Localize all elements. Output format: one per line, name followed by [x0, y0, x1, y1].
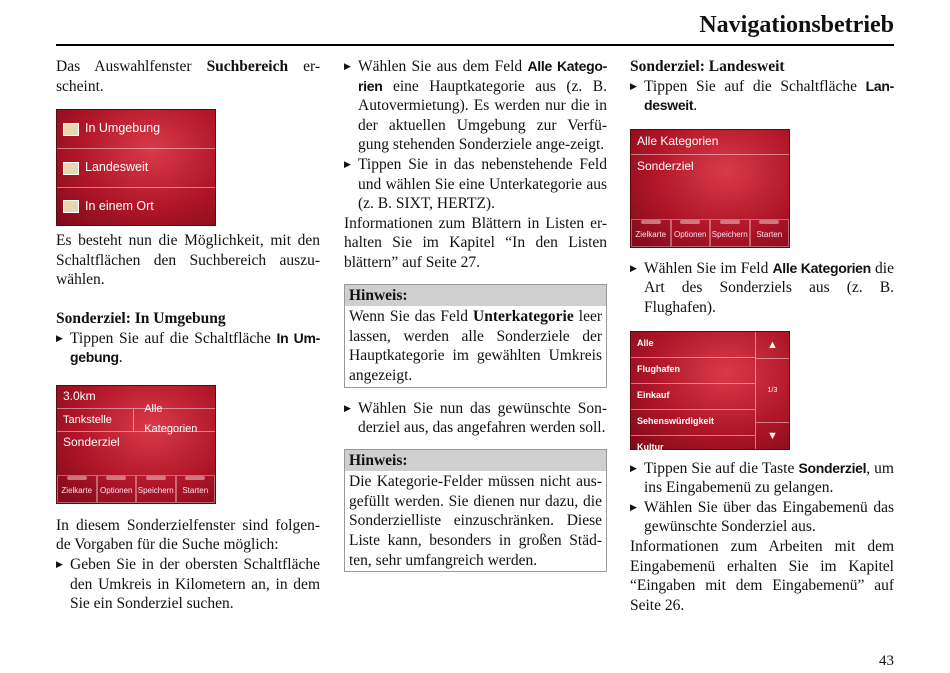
bullet-taste-sonderziel: ▶ Tippen Sie auf die Taste Sonderziel, um ins Eingabemenü zu gelangen. — [630, 459, 894, 498]
optionen-button: Optionen — [97, 475, 137, 503]
intro-paragraph: Das Auswahlfenster Suchbereich er-scheint. — [56, 58, 320, 95]
bullet-umkreis: ▶ Geben Sie in der obersten Schaltfläche den Umkreis in Kilometern an, in dem Sie ein Sonderziel suchen. — [56, 555, 320, 614]
globe-icon — [63, 123, 79, 136]
screen-option-landesweit: Landesweit — [57, 149, 215, 188]
screen-option-in-einem-ort: In einem Ort — [57, 188, 215, 225]
list-item: Kultur — [637, 442, 664, 453]
hinweis-box-2 — [344, 449, 607, 573]
column-1 — [56, 57, 320, 614]
speichern-button: Speichern — [710, 219, 750, 247]
hinweis-title: Hinweis: — [345, 450, 606, 472]
screen-alle-kategorien: Alle Kategorien — [631, 130, 789, 155]
paragraph-eingabemenue: Informationen zum Arbeiten mit dem Eingabemenü erhalten Sie im Kapitel “Eingaben mit dem Eingabemenü” auf Seite 26. — [630, 537, 894, 614]
hinweis-box-1 — [344, 284, 607, 388]
column-2 — [344, 57, 607, 583]
paragraph-moeglichkeit: Es besteht nun die Möglichkeit, mit den Schaltflächen den Suchbereich auszu-wählen. — [56, 232, 320, 289]
screen-category-row: Tankstelle Alle Kategorien — [57, 409, 215, 432]
screen-option-in-umgebung: In Umgebung — [57, 110, 215, 149]
screen-sonderziel: Sonderziel — [63, 434, 120, 449]
column-3 — [630, 57, 894, 615]
hinweis-body: Wenn Sie das Feld Unterkategorie leer lassen, werden alle Sonderziele der Hauptkategorie im gewählten Umkreis angezeigt. — [349, 308, 602, 384]
bullet-sonderziel-auswaehlen: ▶ Wählen Sie nun das gewünschte Son-derziel aus, das angefahren werden soll. — [344, 399, 607, 438]
bullet-alle-kategorien: ▶ Wählen Sie aus dem Feld Alle Katego-rien eine Hauptkategorie aus (z. B. Autovermietung). Es werden nur die in der aktuellen Umgebung zur Verfü-gung stehenden Sonderziele ange-zeigt. — [344, 57, 607, 155]
speichern-button: Speichern — [136, 475, 176, 503]
paragraph-blaettern: Informationen zum Blättern in Listen er-halten Sie im Kapitel “In den Listen blättern” auf Seite 27. — [344, 214, 607, 271]
bullet-in-umgebung: ▶ Tippen Sie auf die Schaltfläche In Um-gebung. — [56, 329, 320, 368]
screen-radius: 3.0km — [57, 386, 215, 409]
list-item: Flughafen — [631, 358, 755, 384]
bullet-eingabemenue: ▶ Wählen Sie über das Eingabemenü das gewünschte Sonderziel aus. — [630, 498, 894, 537]
city-icon — [63, 200, 79, 213]
screen-button-bar — [631, 219, 789, 247]
scroll-down-icon: ▼ — [756, 422, 789, 449]
starten-button: Starten — [750, 219, 790, 247]
screen-sonderziel: Sonderziel — [637, 158, 694, 173]
heading-in-umgebung: Sonderziel: In Umgebung — [56, 309, 226, 327]
list-scrollbar — [755, 332, 789, 449]
list-item: Sehenswürdigkeit — [631, 410, 755, 436]
paragraph-vorgaben: In diesem Sonderzielfenster sind folgen-de Vorgaben für die Suche möglich: — [56, 516, 320, 554]
bullet-unterkategorie: ▶ Tippen Sie in das nebenstehende Feld und wählen Sie eine Unterkategorie aus (z. B. SIXT, HERTZ). — [344, 155, 607, 214]
hinweis-title: Hinweis: — [345, 285, 606, 307]
starten-button: Starten — [176, 475, 216, 503]
screen-sonderziel-umgebung — [56, 385, 216, 504]
zielkarte-button: Zielkarte — [631, 219, 671, 247]
optionen-button: Optionen — [671, 219, 711, 247]
page-title: Navigationsbetrieb — [699, 12, 894, 38]
screen-suchbereich — [56, 109, 216, 226]
list-item: Alle — [631, 332, 755, 358]
scroll-up-icon: ▲ — [756, 332, 789, 359]
zielkarte-button: Zielkarte — [57, 475, 97, 503]
page-number: 43 — [879, 653, 894, 669]
screen-kategorie-liste — [630, 331, 790, 453]
screen-sonderziel-landesweit — [630, 129, 790, 248]
map-icon — [63, 162, 79, 175]
list-item: Einkauf — [631, 384, 755, 410]
page-header — [56, 14, 894, 46]
hinweis-body: Die Kategorie-Felder müssen nicht aus-gefüllt werden. Sie dienen nur dazu, die Sonderzielliste einzuschränken. Diese Liste kann, besonders in großen Städ-ten, sehr umfangreich werden. — [349, 473, 602, 569]
bullet-landesweit: ▶ Tippen Sie auf die Schaltfläche Lan-desweit. — [630, 77, 894, 116]
heading-landesweit: Sonderziel: Landesweit — [630, 58, 785, 75]
bullet-kategorie-waehlen: ▶ Wählen Sie im Feld Alle Kategorien die Art des Sonderziels aus (z. B. Flughafen). — [630, 259, 894, 318]
category-list — [631, 332, 755, 461]
list-page-indicator: 1/3 — [767, 386, 778, 394]
screen-button-bar — [57, 475, 215, 503]
